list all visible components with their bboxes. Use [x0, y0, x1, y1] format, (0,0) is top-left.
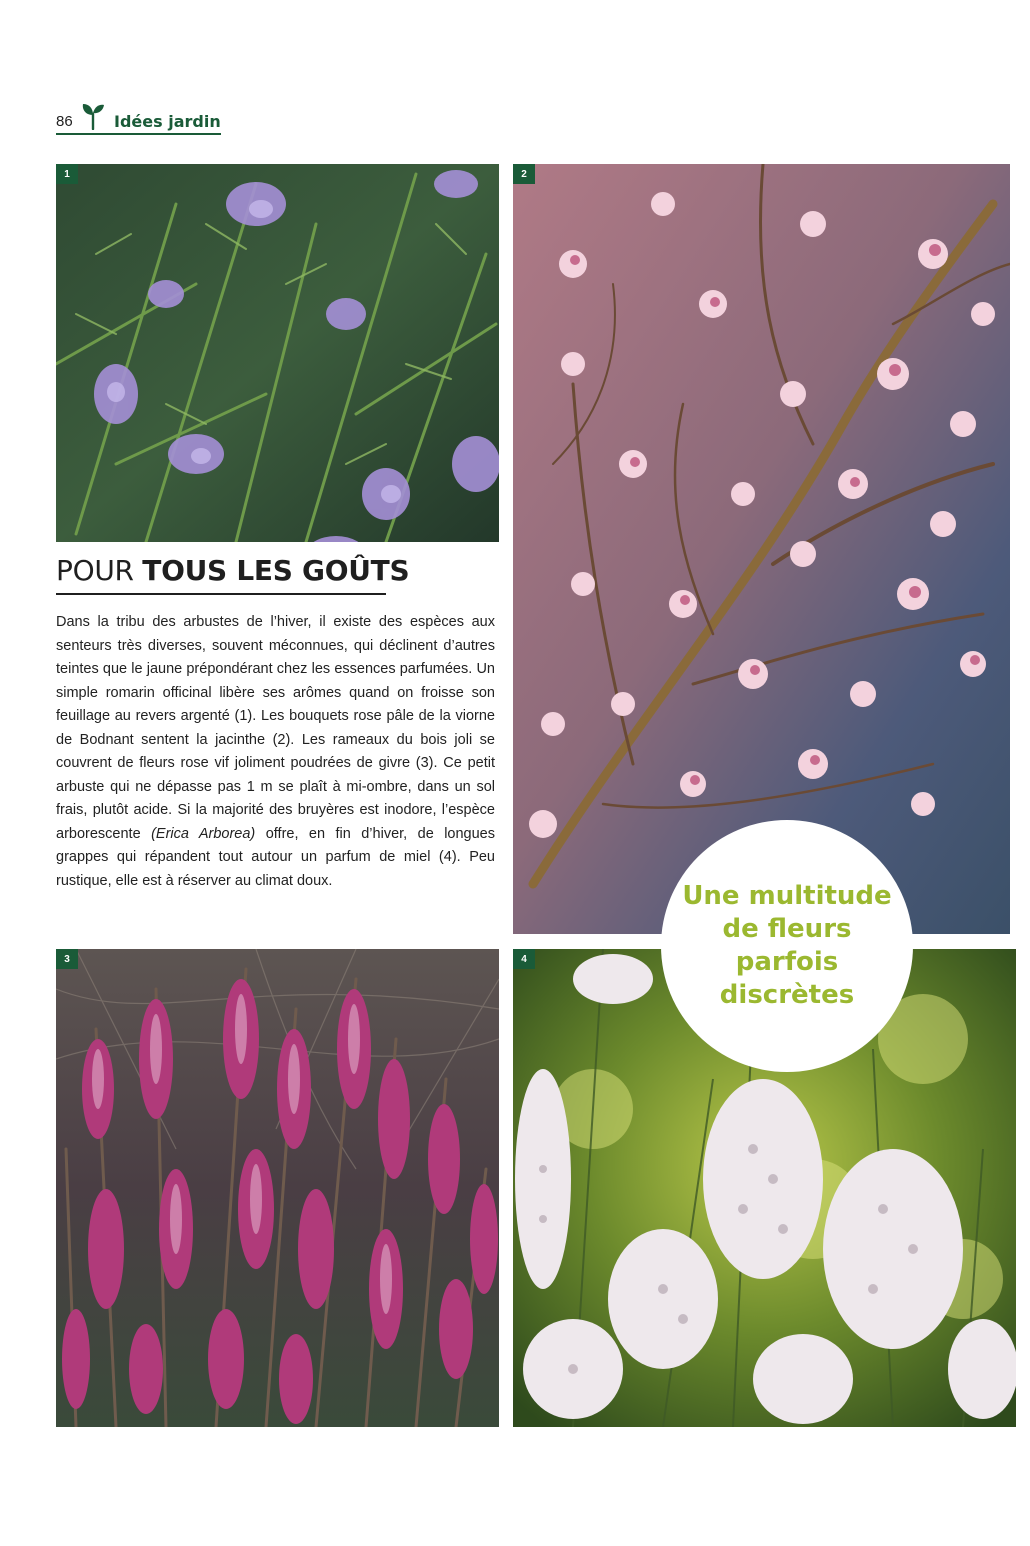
photo-number-badge: 1	[56, 164, 78, 184]
section-name: Idées jardin	[114, 112, 221, 131]
photo-number-badge: 3	[56, 949, 78, 969]
callout-circle	[661, 820, 913, 1072]
callout-line: parfois	[735, 947, 839, 977]
page-header	[56, 102, 221, 136]
callout-text	[672, 880, 902, 1012]
body-italic: (Erica Arborea)	[151, 825, 256, 842]
body-part-2: offre, en fin d’hiver, de longues grappes qui répandent tout autour un parfum de miel (4). Peu rustique, elle est à réserver au climat doux.	[56, 825, 495, 889]
header-rule	[56, 133, 221, 135]
callout-line: de fleurs	[722, 914, 852, 944]
title-rule	[56, 593, 386, 595]
photo-number-badge: 4	[513, 949, 535, 969]
article-title	[56, 554, 409, 587]
title-bold: TOUS LES GOÛTS	[142, 554, 410, 587]
photo-number-badge: 2	[513, 164, 535, 184]
body-part-1: Dans la tribu des arbustes de l’hiver, il existe des espèces aux senteurs très diverses, souvent méconnues, qui déclinent d’autres teintes que le jaune prépondérant chez les essences parfumées. Un simple romarin officinal libère ses arômes quand on froisse son feuillage au revers argenté (1). Les bouquets rose pâle de la viorne de Bodnant sentent la jacinthe (2). Les rameaux du bois joli se couvrent de fleurs rose vif joliment poudrées de givre (3). Ce petit arbuste qui ne dépasse pas 1 m se plaît à mi-ombre, dans un sol frais, plutôt acide. Si la majorité des bruyères est inodore, l’espèce arborescente	[56, 614, 495, 842]
photo-rosemary	[56, 164, 499, 542]
photo-viburnum	[513, 164, 1010, 934]
photo-daphne	[56, 949, 499, 1427]
callout-line: discrètes	[719, 980, 855, 1010]
article-body	[56, 611, 495, 893]
title-light: POUR	[56, 554, 143, 587]
callout-line: Une multitude	[682, 881, 892, 911]
page-number: 86	[56, 113, 73, 130]
sprout-icon	[81, 102, 105, 130]
